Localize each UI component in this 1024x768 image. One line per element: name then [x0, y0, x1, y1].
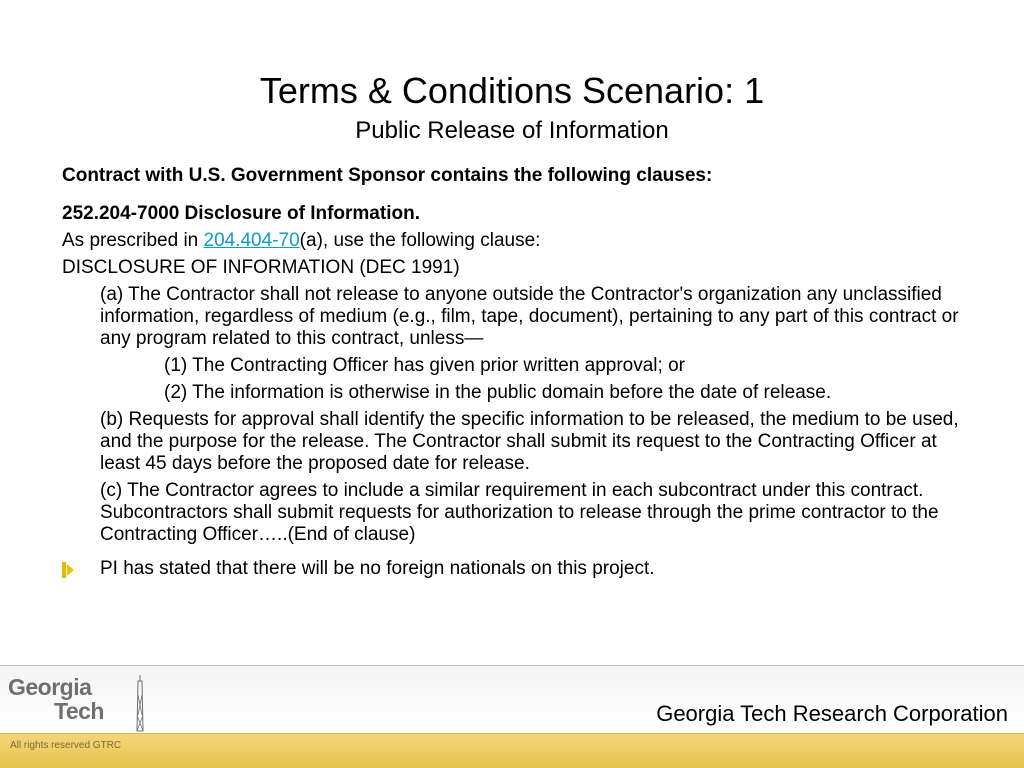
logo-wordmark [8, 675, 104, 723]
arrow-bullet-icon [62, 562, 74, 578]
prescribed-after: (a), use the following clause: [299, 230, 541, 251]
prescribed-line [62, 230, 972, 252]
intro-text: Contract with U.S. Government Sponsor contains the following clauses: [62, 165, 713, 186]
georgia-tech-logo [8, 675, 148, 735]
paragraph-b: (b) Requests for approval shall identify the specific information to be released, the medium to be used, and the purpose for the release. The Contractor shall submit its request to the Contracting Officer at least 45 days before the proposed date for release. [100, 409, 959, 474]
logo-line-1: Georgia [8, 674, 92, 700]
slide-subtitle: Public Release of Information [355, 117, 669, 144]
corporation-name: Georgia Tech Research Corporation [656, 701, 1008, 726]
footer [0, 665, 1024, 768]
bullet-text: PI has stated that there will be no foreign nationals on this project. [100, 558, 655, 579]
tower-icon [133, 675, 147, 737]
rights-text: All rights reserved GTRC [10, 740, 122, 751]
slide-body [62, 165, 972, 580]
clause-title: DISCLOSURE OF INFORMATION (DEC 1991) [62, 257, 460, 278]
item-2: (2) The information is otherwise in the public domain before the date of release. [164, 382, 832, 403]
slide-title: Terms & Conditions Scenario: 1 [259, 70, 765, 111]
prescribed-before: As prescribed in [62, 230, 204, 251]
paragraph-a: (a) The Contractor shall not release to anyone outside the Contractor's organization any unclassified information, regardless of medium (e.g., film, tape, document), pertaining to any part of this contract or any program related to this contract, unless— [100, 284, 959, 349]
bullet-item [62, 558, 972, 580]
clause-heading: 252.204-7000 Disclosure of Information. [62, 203, 420, 224]
item-1: (1) The Contracting Officer has given prior written approval; or [164, 355, 685, 376]
logo-line-2: Tech [54, 698, 104, 724]
footer-gold-band [0, 733, 1024, 768]
clause-reference-link[interactable]: 204.404-70 [203, 230, 300, 251]
paragraph-c: (c) The Contractor agrees to include a similar requirement in each subcontract under this contract. Subcontractors shall submit requests for authorization to release through the prime contractor to the Contracting Officer…..(End of clause) [100, 480, 939, 545]
